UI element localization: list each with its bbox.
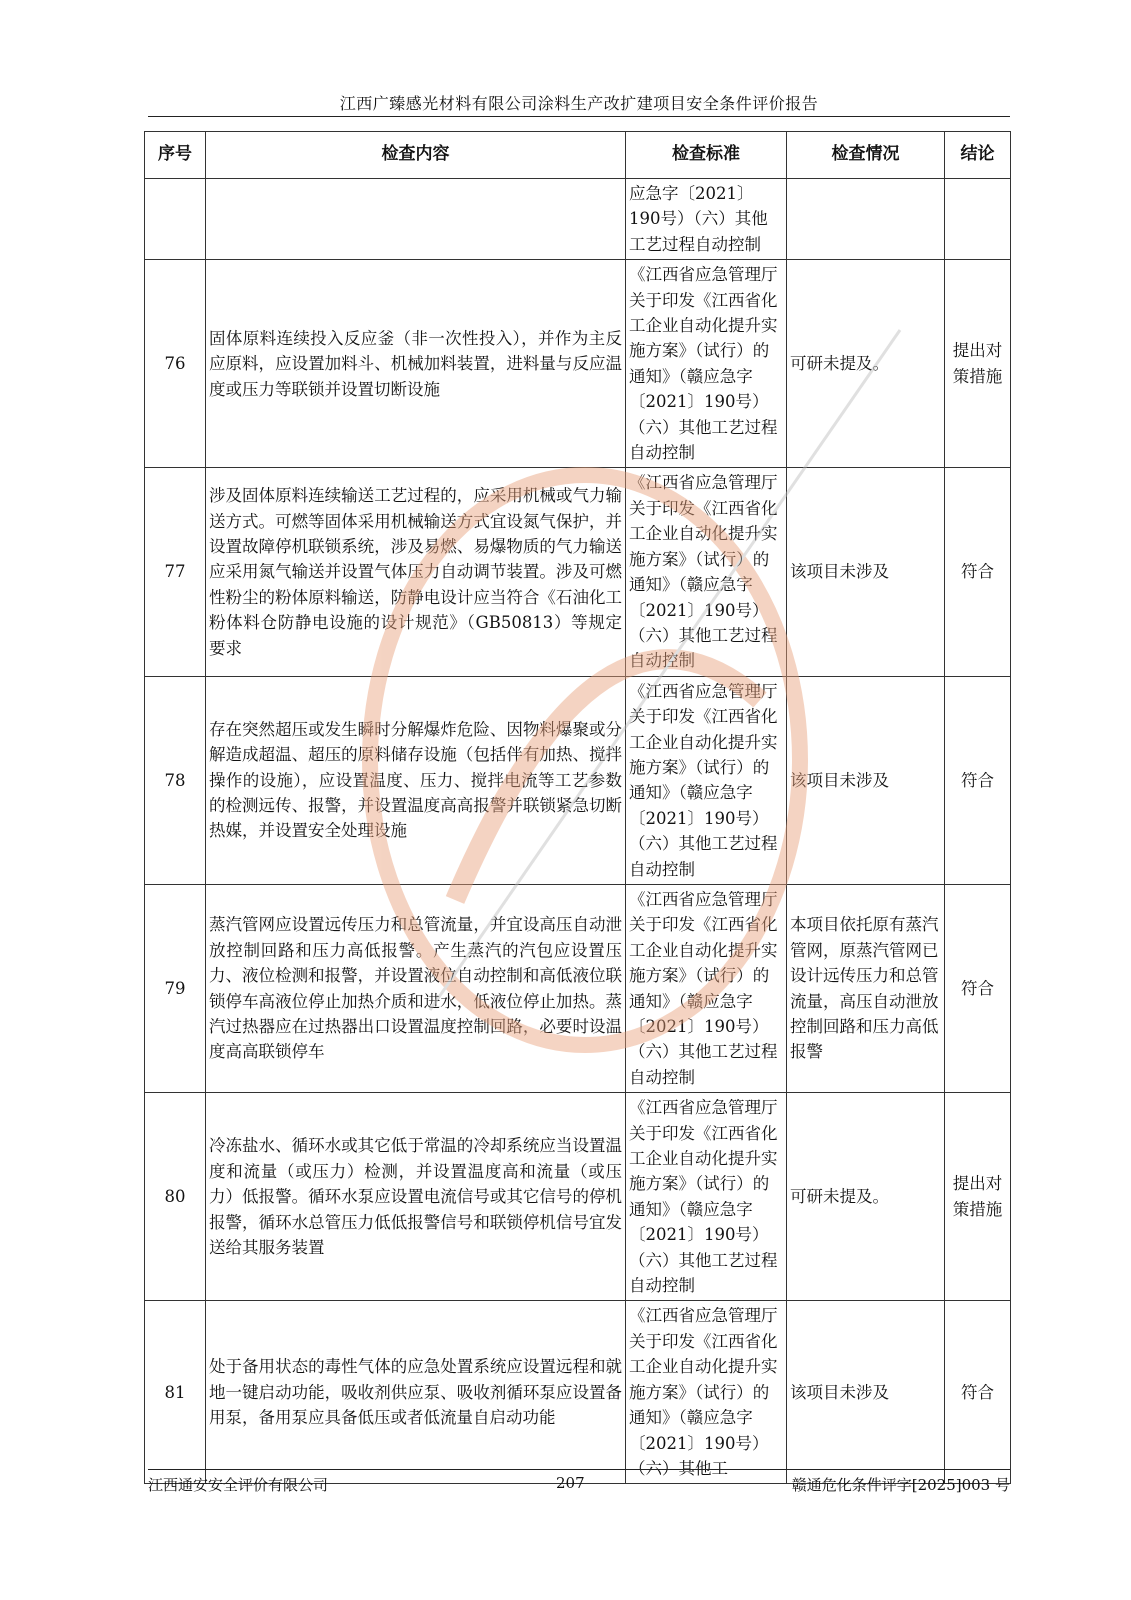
check-content: 涉及固体原料连续输送工艺过程的，应采用机械或气力输送方式。可燃等固体采用机械输送方式宜设氮气保护，并设置故障停机联锁系统，涉及易燃、易爆物质的气力输送应采用氮气输送并设置气体压力自动调节装置。涉及可燃性粉尘的粉体原料输送，防静电设计应当符合《石油化工粉体料仓防静电设施的设计规范》（GB50813）等规定要求 — [206, 468, 626, 676]
column-header-situation: 检查情况 — [787, 132, 945, 179]
check-situation: 可研未提及。 — [787, 1093, 945, 1301]
row-number: 79 — [145, 884, 206, 1092]
check-situation: 该项目未涉及 — [787, 468, 945, 676]
check-standard: 《江西省应急管理厅关于印发《江西省化工企业自动化提升实施方案》（试行）的通知》（赣应急字〔2021〕190号）（六）其他工艺过程自动控制 — [626, 260, 787, 468]
row-number: 77 — [145, 468, 206, 676]
check-conclusion: 符合 — [945, 1301, 1011, 1484]
row-number: 78 — [145, 676, 206, 884]
check-standard: 《江西省应急管理厅关于印发《江西省化工企业自动化提升实施方案》（试行）的通知》（赣应急字〔2021〕190号）（六）其他工艺过程自动控制 — [626, 676, 787, 884]
check-situation: 该项目未涉及 — [787, 1301, 945, 1484]
check-content: 存在突然超压或发生瞬时分解爆炸危险、因物料爆聚或分解造成超温、超压的原料储存设施（包括伴有加热、搅拌操作的设施），应设置温度、压力、搅拌电流等工艺参数的检测远传、报警，并设置温度高高报警并联锁紧急切断热媒，并设置安全处理设施 — [206, 676, 626, 884]
check-content — [206, 179, 626, 260]
check-conclusion: 提出对策措施 — [945, 260, 1011, 468]
check-standard: 应急字〔2021〕190号）（六）其他工艺过程自动控制 — [626, 179, 787, 260]
check-conclusion: 提出对策措施 — [945, 1093, 1011, 1301]
table-row — [145, 260, 1011, 468]
table-row — [145, 1093, 1011, 1301]
table-row — [145, 676, 1011, 884]
footer-company: 江西通安安全评价有限公司 — [148, 1476, 329, 1494]
inspection-table — [144, 131, 1011, 1484]
check-situation: 本项目依托原有蒸汽管网，原蒸汽管网已设计远传压力和总管流量，高压自动泄放控制回路和压力高低报警 — [787, 884, 945, 1092]
table-header-row — [145, 132, 1011, 179]
header-divider — [148, 116, 1010, 117]
document-number: 赣通危化条件评字[2025]003 号 — [791, 1476, 1010, 1494]
check-situation — [787, 179, 945, 260]
check-standard: 《江西省应急管理厅关于印发《江西省化工企业自动化提升实施方案》（试行）的通知》（赣应急字〔2021〕190号）（六）其他工艺过程自动控制 — [626, 884, 787, 1092]
column-header-conclusion: 结论 — [945, 132, 1011, 179]
check-standard: 《江西省应急管理厅关于印发《江西省化工企业自动化提升实施方案》（试行）的通知》（赣应急字〔2021〕190号）（六）其他工艺过程自动控制 — [626, 468, 787, 676]
check-situation: 可研未提及。 — [787, 260, 945, 468]
check-content: 蒸汽管网应设置远传压力和总管流量，并宜设高压自动泄放控制回路和压力高低报警。产生蒸汽的汽包应设置压力、液位检测和报警，并设置液位自动控制和高低液位联锁停车高液位停止加热介质和进水，低液位停止加热。蒸汽过热器应在过热器出口设置温度控制回路，必要时设温度高高联锁停车 — [206, 884, 626, 1092]
column-header-standard: 检查标准 — [626, 132, 787, 179]
table-row — [145, 884, 1011, 1092]
check-conclusion: 符合 — [945, 468, 1011, 676]
check-conclusion — [945, 179, 1011, 260]
check-standard: 《江西省应急管理厅关于印发《江西省化工企业自动化提升实施方案》（试行）的通知》（赣应急字〔2021〕190号）（六）其他工 — [626, 1301, 787, 1484]
check-content: 处于备用状态的毒性气体的应急处置系统应设置远程和就地一键启动功能，吸收剂供应泵、吸收剂循环泵应设置备用泵，备用泵应具备低压或者低流量自启动功能 — [206, 1301, 626, 1484]
page-number: 207 — [556, 1474, 585, 1492]
check-standard: 《江西省应急管理厅关于印发《江西省化工企业自动化提升实施方案》（试行）的通知》（赣应急字〔2021〕190号）（六）其他工艺过程自动控制 — [626, 1093, 787, 1301]
row-number: 76 — [145, 260, 206, 468]
table-row — [145, 1301, 1011, 1484]
footer-divider — [148, 1469, 1010, 1470]
row-number — [145, 179, 206, 260]
table-row — [145, 179, 1011, 260]
check-conclusion: 符合 — [945, 884, 1011, 1092]
column-header-no: 序号 — [145, 132, 206, 179]
check-conclusion: 符合 — [945, 676, 1011, 884]
column-header-content: 检查内容 — [206, 132, 626, 179]
check-content: 冷冻盐水、循环水或其它低于常温的冷却系统应当设置温度和流量（或压力）检测，并设置温度高和流量（或压力）低报警。循环水泵应设置电流信号或其它信号的停机报警，循环水总管压力低低报警信号和联锁停机信号宜发送给其服务装置 — [206, 1093, 626, 1301]
check-situation: 该项目未涉及 — [787, 676, 945, 884]
check-content: 固体原料连续投入反应釜（非一次性投入），并作为主反应原料，应设置加料斗、机械加料装置，进料量与反应温度或压力等联锁并设置切断设施 — [206, 260, 626, 468]
row-number: 81 — [145, 1301, 206, 1484]
page-header-title: 江西广臻感光材料有限公司涂料生产改扩建项目安全条件评价报告 — [339, 94, 819, 113]
row-number: 80 — [145, 1093, 206, 1301]
table-row — [145, 468, 1011, 676]
